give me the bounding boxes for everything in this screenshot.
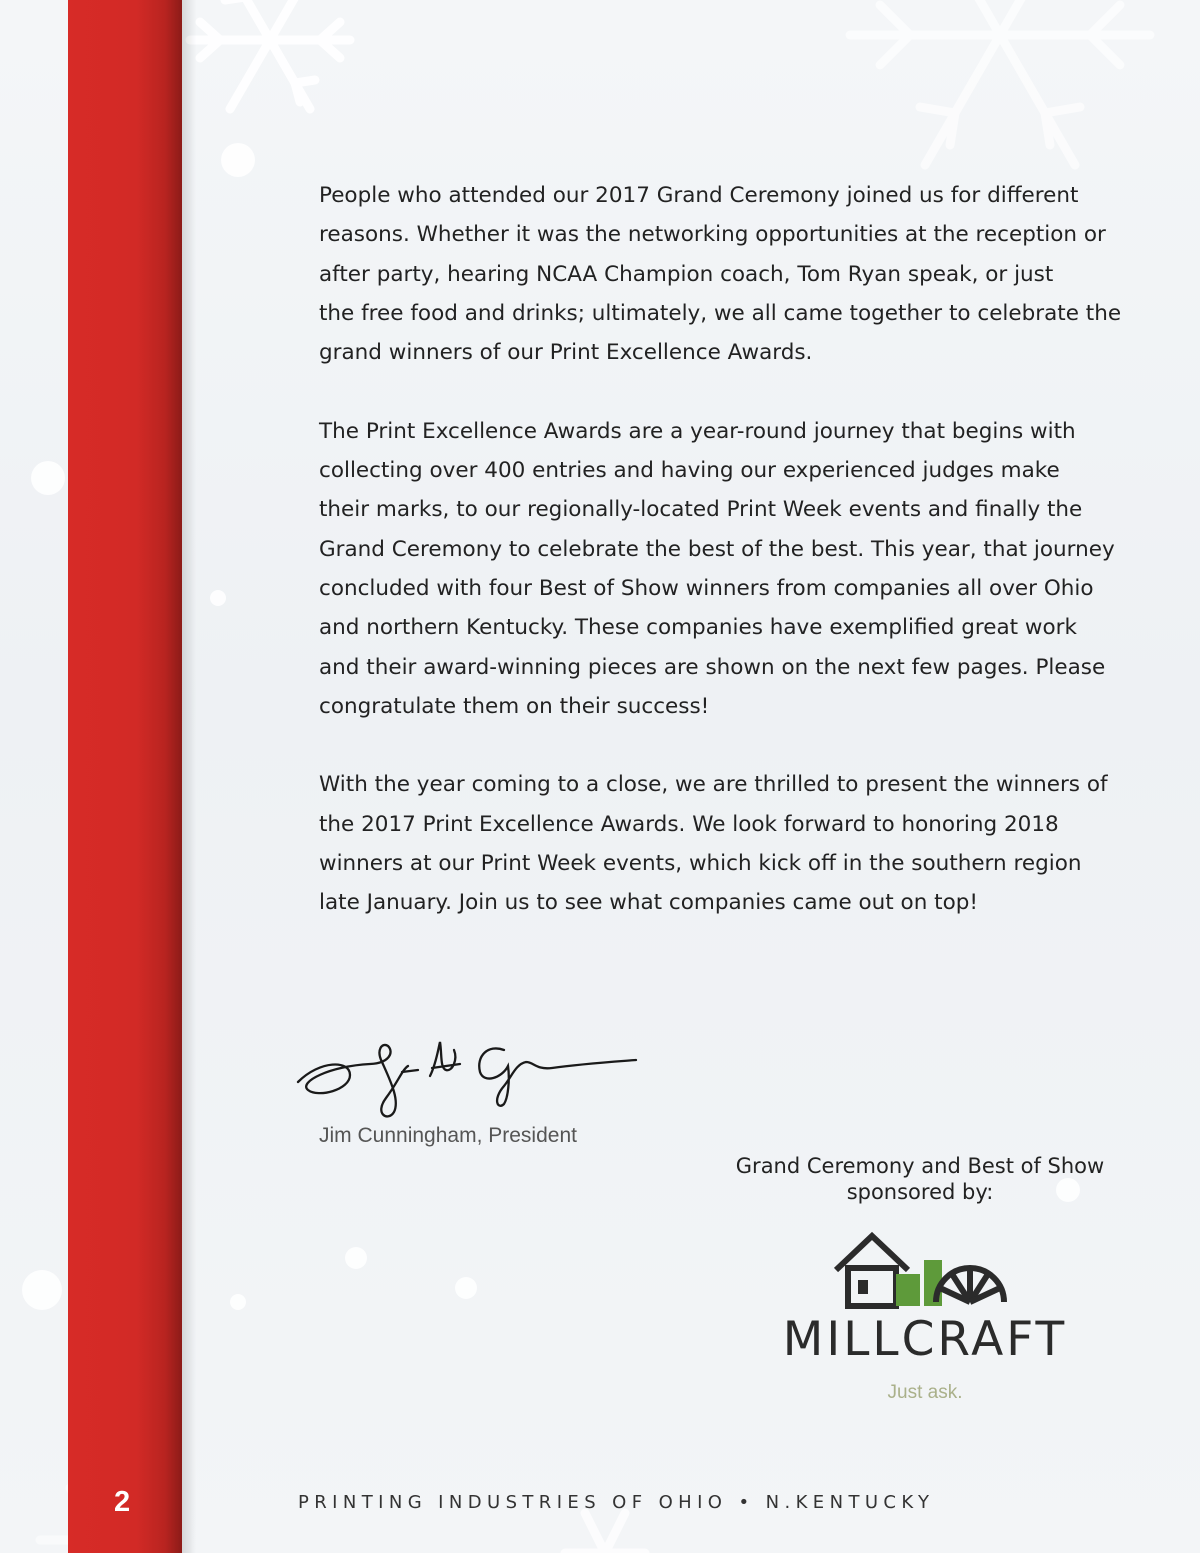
page-number: 2: [114, 1486, 131, 1518]
handwritten-signature: [290, 1020, 650, 1130]
text-line: and their award-winning pieces are shown on the next few pages. Please: [319, 654, 1106, 680]
paragraph-2: [319, 412, 1119, 726]
text-line: late January. Join us to see what companies came out on top!: [319, 890, 979, 916]
text-line: their marks, to our regionally-located Print Week events and finally the: [319, 497, 1083, 523]
sponsor-line-1: Grand Ceremony and Best of Show: [735, 1154, 1105, 1178]
text-line: Grand Ceremony to celebrate the best of the best. This year, that journey: [319, 536, 1115, 562]
signatory-name: Jim Cunningham, President: [319, 1124, 577, 1147]
text-line: the 2017 Print Excellence Awards. We look forward to honoring 2018: [319, 811, 1059, 837]
sponsor-line-2: sponsored by:: [846, 1180, 994, 1204]
letter-body: [319, 176, 1122, 962]
paragraph-1: [319, 176, 1122, 372]
text-line: winners at our Print Week events, which kick off in the southern region: [319, 851, 1082, 877]
text-line: congratulate them on their success!: [319, 693, 710, 719]
text-line: With the year coming to a close, we are thrilled to present the winners of: [319, 772, 1108, 798]
text-line: the free food and drinks; ultimately, we all came together to celebrate the: [319, 300, 1122, 326]
text-line: The Print Excellence Awards are a year-round journey that begins with: [319, 418, 1076, 444]
text-line: grand winners of our Print Excellence Awards.: [319, 340, 813, 366]
snowflake-top-right-icon: [850, 0, 1150, 165]
millcraft-wordmark: MILLCRAFT: [782, 1312, 1068, 1367]
paragraph-3: [319, 765, 1119, 922]
sponsor-caption: [720, 1153, 1120, 1205]
ribbon-shadow: [182, 0, 196, 1553]
text-line: and northern Kentucky. These companies have exemplified great work: [319, 615, 1077, 641]
snowflake-top-left-icon: [190, 0, 350, 109]
text-line: People who attended our 2017 Grand Ceremony joined us for different: [319, 183, 1079, 208]
text-line: after party, hearing NCAA Champion coach, Tom Ryan speak, or just: [319, 261, 1054, 287]
footer-organization: PRINTING INDUSTRIES OF OHIO • N.KENTUCKY: [298, 1492, 935, 1513]
red-ribbon: [68, 0, 182, 1553]
text-line: concluded with four Best of Show winners from companies all over Ohio: [319, 575, 1094, 601]
millcraft-logo-icon: [830, 1230, 1020, 1310]
text-line: reasons. Whether it was the networking opportunities at the reception or: [319, 222, 1106, 248]
text-line: collecting over 400 entries and having our experienced judges make: [319, 458, 1060, 484]
snowflake-bottom-icon: [565, 1513, 645, 1553]
millcraft-tagline: Just ask.: [887, 1382, 963, 1403]
